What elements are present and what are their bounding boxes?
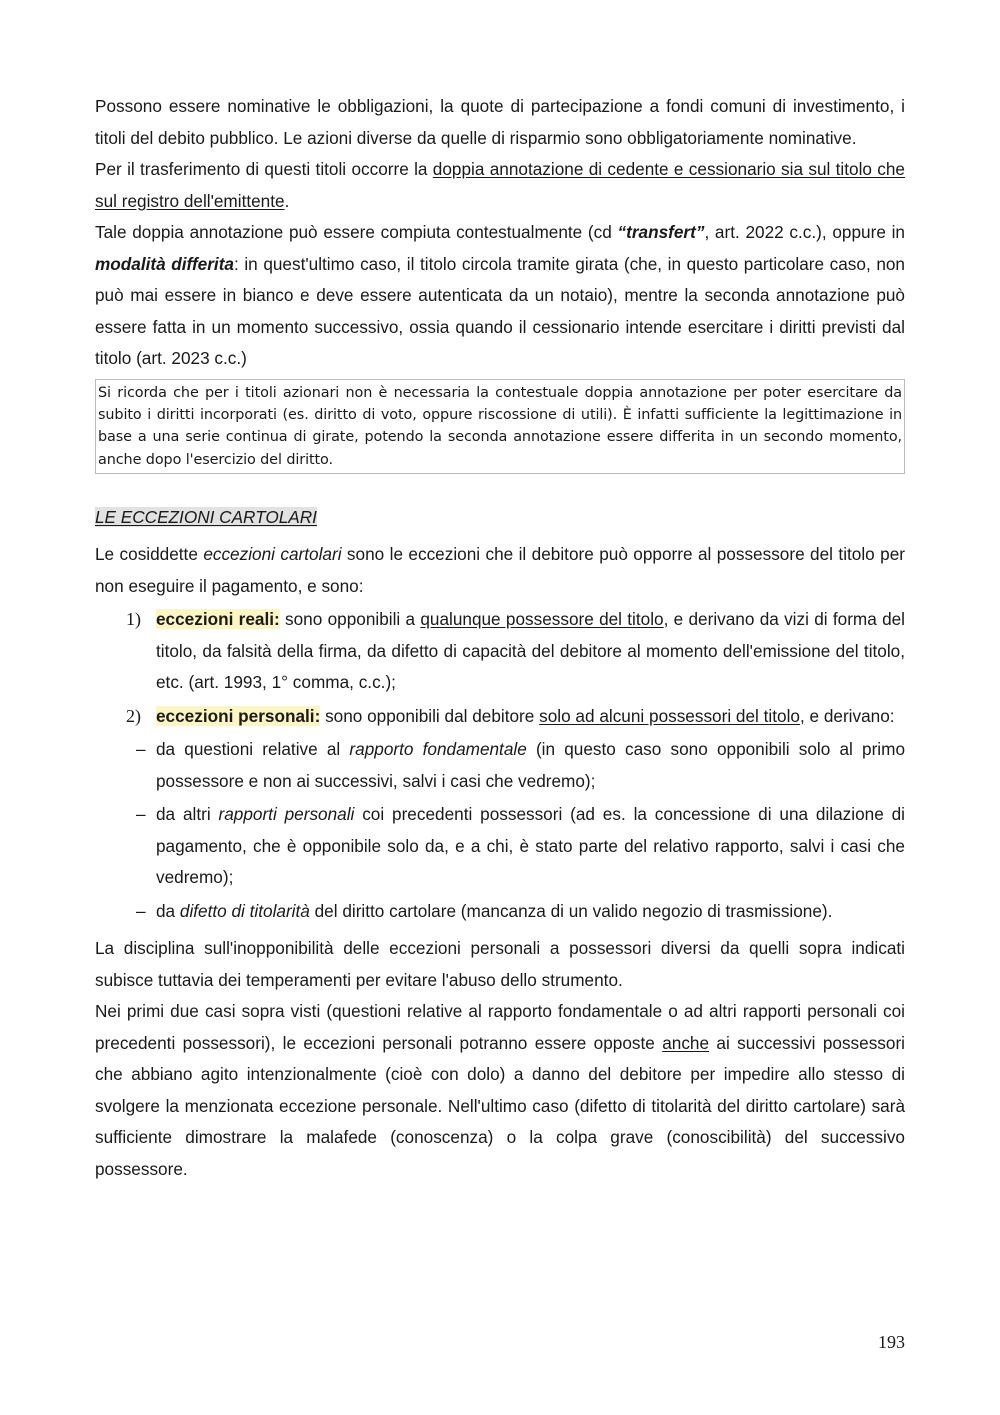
paragraph-first-two-cases bbox=[95, 996, 905, 1185]
paragraph-nominative-titles: Possono essere nominative le obbligazioni, la quote di partecipazione a fondi comuni di investimento, i titoli del debito pubblico. Le azioni diverse da quelle di risparmio sono obbligatoriamente nominative. bbox=[95, 96, 905, 148]
text-segment: da questioni relative al bbox=[156, 739, 350, 760]
text-segment: sono opponibili dal debitore bbox=[320, 705, 540, 726]
dash-item-difetto-titolarita bbox=[95, 896, 905, 928]
text-segment: , e derivano da vizi di forma del titolo, da falsità della firma, da difetto di capacità del debitore al momento dell'emissione del titolo, etc. (art. 1993, 1° comma, c.c.); bbox=[156, 609, 906, 693]
text-segment: da bbox=[156, 900, 180, 921]
list-item-eccezioni-reali bbox=[95, 604, 905, 699]
text-segment: da altri bbox=[156, 804, 219, 825]
text-segment: (in questo caso sono opponibili solo al primo possessore e non ai successivi, salvi i casi che vedremo); bbox=[156, 739, 905, 791]
text-segment: ai successivi possessori che abbiano agito intenzionalmente (cioè con dolo) a danno del debitore per impedire allo stesso di svolgere la menzionata eccezione personale. Nell'ultimo caso (difetto di titolarità del diritto cartolare) sarà sufficiente dimostrare la malafede (conoscenza) o la colpa grave (conoscibilità) del successivo possessore. bbox=[95, 1032, 905, 1179]
highlighted-term: eccezioni reali: bbox=[156, 609, 280, 630]
section-heading bbox=[95, 503, 905, 531]
paragraph-inopponibilita: La disciplina sull'inopponibilità delle eccezioni personali a possessori diversi da quelli sopra indicati subisce tuttavia dei temperamenti per evitare l'abuso dello strumento. bbox=[95, 938, 905, 990]
text-segment: Nei primi due casi sopra visti (questioni relative al rapporto fondamentale o ad altri rapporti personali coi precedenti possessori), le eccezioni personali potranno essere opposte bbox=[95, 1001, 905, 1053]
note-box: Si ricorda che per i titoli azionari non è necessaria la contestuale doppia annotazione per poter esercitare da subito i diritti incorporati (es. diritto di voto, oppure riscossione di utili). È infatti sufficiente la legittimazione in base a una serie continua di girate, potendo la seconda annotazione essere differita in un secondo momento, anche dopo l'esercizio del diritto. bbox=[95, 379, 905, 475]
underlined-text: qualunque possessore del titolo bbox=[420, 609, 664, 630]
text-segment: Tale doppia annotazione può essere compiuta contestualmente (cd bbox=[95, 222, 618, 242]
text-segment: , art. 2022 c.c.), oppure in bbox=[704, 222, 905, 242]
text-segment: Le cosiddette bbox=[95, 544, 204, 565]
text-segment: sono opponibili a bbox=[279, 609, 421, 630]
paragraph-transfer bbox=[95, 154, 905, 217]
text-segment: del diritto cartolare (mancanza di un valido negozio di trasmissione). bbox=[309, 900, 833, 921]
dash-bullet: – bbox=[136, 739, 146, 760]
italic-term: eccezioni cartolari bbox=[203, 544, 342, 565]
bold-term-modalita-differita: modalità differita bbox=[95, 253, 234, 274]
text-segment: : in quest'ultimo caso, il titolo circola tramite girata (che, in questo particolare caso, non può mai essere in bianco e deve essere autenticata da un notaio), mentre la seconda annotazione può essere fatta in un momento successivo, ossia quando il cessionario intende esercitare i diritti previsti dal titolo (art. 2023 c.c.) bbox=[95, 253, 905, 368]
dash-item-rapporti-personali bbox=[95, 799, 905, 894]
text-segment: sono le eccezioni che il debitore può opporre al possessore del titolo per non eseguire il pagamento, e sono: bbox=[95, 544, 905, 596]
dash-bullet: – bbox=[136, 804, 146, 825]
italic-term: rapporti personali bbox=[218, 804, 355, 825]
paragraph-double-annotation bbox=[95, 217, 905, 375]
highlighted-term: eccezioni personali: bbox=[156, 705, 321, 726]
underlined-text: solo ad alcuni possessori del titolo, bbox=[539, 705, 805, 726]
paragraph-intro bbox=[95, 539, 905, 602]
list-number: 2) bbox=[126, 705, 141, 726]
dash-item-rapporto-fondamentale bbox=[95, 734, 905, 797]
bold-term-transfert: “transfert” bbox=[617, 222, 705, 242]
document-page bbox=[95, 91, 905, 1185]
list-number: 1) bbox=[126, 609, 141, 630]
text-segment: Per il trasferimento di questi titoli occorre la bbox=[95, 159, 433, 179]
dash-bullet: – bbox=[136, 900, 146, 921]
text-segment: e derivano: bbox=[804, 705, 895, 726]
list-item-eccezioni-personali bbox=[95, 701, 905, 733]
italic-term: difetto di titolarità bbox=[179, 900, 310, 921]
italic-term: rapporto fondamentale bbox=[349, 739, 527, 760]
page-number: 193 bbox=[878, 1332, 905, 1352]
underlined-text: anche bbox=[662, 1032, 710, 1053]
text-segment: . bbox=[284, 190, 290, 211]
text-segment: coi precedenti possessori (ad es. la concessione di una dilazione di pagamento, che è opponibile solo da, e a chi, è stato parte del relativo rapporto, salvi i casi che vedremo); bbox=[156, 804, 905, 888]
underlined-text: doppia annotazione di cedente e cessionario sia sul titolo che sul registro dell'emittente bbox=[95, 159, 905, 211]
section-heading-text: LE ECCEZIONI CARTOLARI bbox=[95, 507, 317, 528]
